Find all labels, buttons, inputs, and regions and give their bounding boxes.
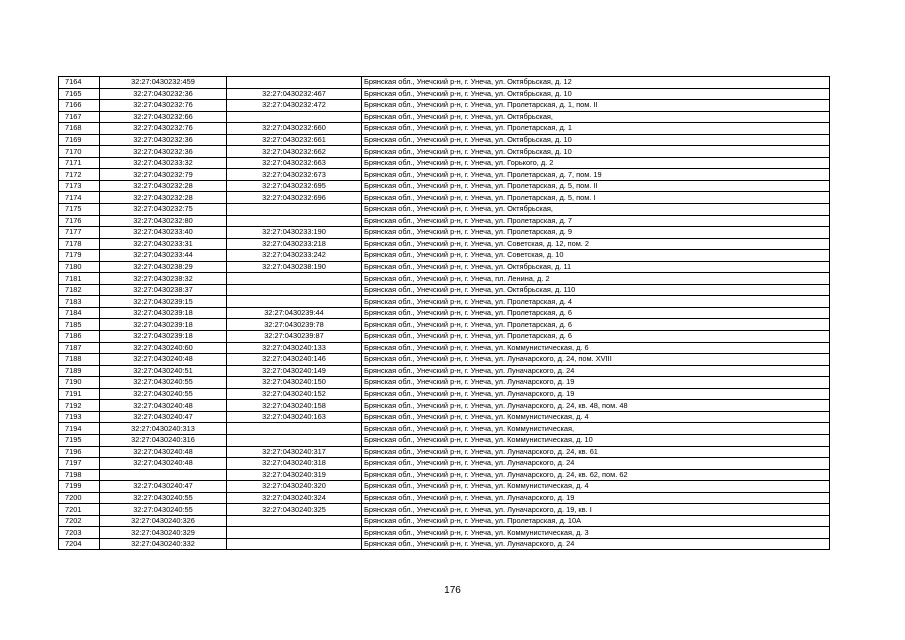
row-number-cell: 7165 (59, 88, 100, 100)
object-number-cell: 32:27:0430240:319 (227, 469, 362, 481)
table-row (59, 411, 830, 423)
address-cell: Брянская обл., Унечский р-н, г. Унеча, ул. Луначарского, д. 24, кв. 62, пом. 62 (362, 469, 830, 481)
object-number-cell: 32:27:0430232:472 (227, 100, 362, 112)
cadastral-number-cell: 32:27:0430240:48 (100, 446, 227, 458)
table-row (59, 88, 830, 100)
table-row (59, 227, 830, 239)
row-number-cell: 7201 (59, 504, 100, 516)
address-cell: Брянская обл., Унечский р-н, г. Унеча, ул. Коммунистическая, д. 4 (362, 411, 830, 423)
cadastral-number-cell: 32:27:0430232:36 (100, 134, 227, 146)
cadastral-number-cell (100, 469, 227, 481)
cadastral-number-cell: 32:27:0430238:29 (100, 261, 227, 273)
cadastral-number-cell: 32:27:0430232:66 (100, 111, 227, 123)
object-number-cell: 32:27:0430233:242 (227, 250, 362, 262)
cadastral-table (58, 76, 830, 550)
table-row (59, 284, 830, 296)
cadastral-number-cell: 32:27:0430232:36 (100, 88, 227, 100)
cadastral-number-cell: 32:27:0430240:316 (100, 434, 227, 446)
table-row (59, 446, 830, 458)
table-row (59, 146, 830, 158)
object-number-cell (227, 527, 362, 539)
table-row (59, 215, 830, 227)
cadastral-number-cell: 32:27:0430233:32 (100, 157, 227, 169)
table-row (59, 434, 830, 446)
object-number-cell: 32:27:0430233:218 (227, 238, 362, 250)
row-number-cell: 7186 (59, 331, 100, 343)
cadastral-number-cell: 32:27:0430240:55 (100, 492, 227, 504)
object-number-cell: 32:27:0430233:190 (227, 227, 362, 239)
address-cell: Брянская обл., Унечский р-н, г. Унеча, ул. Октябрьская, д. 11 (362, 261, 830, 273)
object-number-cell: 32:27:0430240:324 (227, 492, 362, 504)
row-number-cell: 7184 (59, 307, 100, 319)
table-row (59, 77, 830, 89)
address-cell: Брянская обл., Унечский р-н, г. Унеча, ул. Пролетарская, д. 5, пом. I (362, 192, 830, 204)
row-number-cell: 7198 (59, 469, 100, 481)
row-number-cell: 7193 (59, 411, 100, 423)
cadastral-number-cell: 32:27:0430240:313 (100, 423, 227, 435)
object-number-cell: 32:27:0430240:150 (227, 377, 362, 389)
address-cell: Брянская обл., Унечский р-н, г. Унеча, ул. Пролетарская, д. 4 (362, 296, 830, 308)
address-cell: Брянская обл., Унечский р-н, г. Унеча, ул. Луначарского, д. 24, кв. 61 (362, 446, 830, 458)
address-cell: Брянская обл., Унечский р-н, г. Унеча, ул. Луначарского, д. 24 (362, 458, 830, 470)
address-cell: Брянская обл., Унечский р-н, г. Унеча, ул. Пролетарская, д. 6 (362, 331, 830, 343)
table-row (59, 180, 830, 192)
address-cell: Брянская обл., Унечский р-н, г. Унеча, ул. Пролетарская, д. 7, пом. 19 (362, 169, 830, 181)
object-number-cell (227, 204, 362, 216)
row-number-cell: 7172 (59, 169, 100, 181)
row-number-cell: 7170 (59, 146, 100, 158)
row-number-cell: 7202 (59, 515, 100, 527)
cadastral-number-cell: 32:27:0430232:76 (100, 100, 227, 112)
table-row (59, 527, 830, 539)
address-cell: Брянская обл., Унечский р-н, г. Унеча, ул. Пролетарская, д. 9 (362, 227, 830, 239)
table-row (59, 342, 830, 354)
cadastral-number-cell: 32:27:0430240:326 (100, 515, 227, 527)
cadastral-number-cell: 32:27:0430233:31 (100, 238, 227, 250)
object-number-cell: 32:27:0430240:317 (227, 446, 362, 458)
table-row (59, 273, 830, 285)
table-row (59, 123, 830, 135)
table-row (59, 515, 830, 527)
object-number-cell: 32:27:0430239:78 (227, 319, 362, 331)
row-number-cell: 7176 (59, 215, 100, 227)
table-row (59, 423, 830, 435)
address-cell: Брянская обл., Унечский р-н, г. Унеча, ул. Пролетарская, д. 5, пом. II (362, 180, 830, 192)
object-number-cell (227, 434, 362, 446)
address-cell: Брянская обл., Унечский р-н, г. Унеча, ул. Пролетарская, д. 1 (362, 123, 830, 135)
table-row (59, 157, 830, 169)
row-number-cell: 7169 (59, 134, 100, 146)
row-number-cell: 7185 (59, 319, 100, 331)
cadastral-number-cell: 32:27:0430239:18 (100, 307, 227, 319)
table-body (59, 77, 830, 550)
table-row (59, 319, 830, 331)
cadastral-number-cell: 32:27:0430239:15 (100, 296, 227, 308)
object-number-cell: 32:27:0430232:695 (227, 180, 362, 192)
object-number-cell (227, 515, 362, 527)
address-cell: Брянская обл., Унечский р-н, г. Унеча, ул. Коммунистическая, д. 6 (362, 342, 830, 354)
cadastral-number-cell: 32:27:0430233:40 (100, 227, 227, 239)
object-number-cell: 32:27:0430232:661 (227, 134, 362, 146)
row-number-cell: 7187 (59, 342, 100, 354)
page-number: 176 (444, 585, 461, 596)
table-row (59, 261, 830, 273)
object-number-cell: 32:27:0430232:673 (227, 169, 362, 181)
cadastral-number-cell: 32:27:0430240:51 (100, 365, 227, 377)
object-number-cell (227, 111, 362, 123)
table-row (59, 296, 830, 308)
cadastral-number-cell: 32:27:0430240:55 (100, 388, 227, 400)
address-cell: Брянская обл., Унечский р-н, г. Унеча, ул. Луначарского, д. 24, кв. 48, пом. 48 (362, 400, 830, 412)
address-cell: Брянская обл., Унечский р-н, г. Унеча, ул. Октябрьская, д. 10 (362, 146, 830, 158)
object-number-cell (227, 215, 362, 227)
object-number-cell: 32:27:0430239:44 (227, 307, 362, 319)
table-row (59, 111, 830, 123)
row-number-cell: 7195 (59, 434, 100, 446)
row-number-cell: 7171 (59, 157, 100, 169)
object-number-cell: 32:27:0430238:190 (227, 261, 362, 273)
row-number-cell: 7196 (59, 446, 100, 458)
object-number-cell: 32:27:0430232:663 (227, 157, 362, 169)
row-number-cell: 7180 (59, 261, 100, 273)
row-number-cell: 7173 (59, 180, 100, 192)
object-number-cell: 32:27:0430240:133 (227, 342, 362, 354)
row-number-cell: 7204 (59, 538, 100, 550)
address-cell: Брянская обл., Унечский р-н, г. Унеча, ул. Октябрьская, д. 12 (362, 77, 830, 89)
row-number-cell: 7191 (59, 388, 100, 400)
address-cell: Брянская обл., Унечский р-н, г. Унеча, ул. Пролетарская, д. 10А (362, 515, 830, 527)
address-cell: Брянская обл., Унечский р-н, г. Унеча, ул. Пролетарская, д. 1, пом. II (362, 100, 830, 112)
row-number-cell: 7164 (59, 77, 100, 89)
table-row (59, 354, 830, 366)
address-cell: Брянская обл., Унечский р-н, г. Унеча, ул. Луначарского, д. 24 (362, 365, 830, 377)
cadastral-number-cell: 32:27:0430240:60 (100, 342, 227, 354)
row-number-cell: 7203 (59, 527, 100, 539)
row-number-cell: 7174 (59, 192, 100, 204)
cadastral-number-cell: 32:27:0430240:47 (100, 481, 227, 493)
address-cell: Брянская обл., Унечский р-н, г. Унеча, ул. Луначарского, д. 24, пом. XVIII (362, 354, 830, 366)
address-cell: Брянская обл., Унечский р-н, г. Унеча, ул. Пролетарская, д. 7 (362, 215, 830, 227)
address-cell: Брянская обл., Унечский р-н, г. Унеча, ул. Луначарского, д. 24 (362, 538, 830, 550)
table-row (59, 204, 830, 216)
cadastral-number-cell: 32:27:0430240:332 (100, 538, 227, 550)
address-cell: Брянская обл., Унечский р-н, г. Унеча, ул. Луначарского, д. 19, кв. I (362, 504, 830, 516)
table-row (59, 100, 830, 112)
object-number-cell (227, 77, 362, 89)
cadastral-number-cell: 32:27:0430238:32 (100, 273, 227, 285)
row-number-cell: 7175 (59, 204, 100, 216)
object-number-cell (227, 538, 362, 550)
table-row (59, 492, 830, 504)
object-number-cell (227, 423, 362, 435)
address-cell: Брянская обл., Унечский р-н, г. Унеча, ул. Советская, д. 10 (362, 250, 830, 262)
table-row (59, 458, 830, 470)
row-number-cell: 7189 (59, 365, 100, 377)
table-row (59, 504, 830, 516)
cadastral-number-cell: 32:27:0430240:47 (100, 411, 227, 423)
cadastral-number-cell: 32:27:0430239:18 (100, 331, 227, 343)
cadastral-number-cell: 32:27:0430232:76 (100, 123, 227, 135)
row-number-cell: 7168 (59, 123, 100, 135)
cadastral-number-cell: 32:27:0430240:55 (100, 377, 227, 389)
row-number-cell: 7200 (59, 492, 100, 504)
object-number-cell: 32:27:0430240:325 (227, 504, 362, 516)
table-row (59, 388, 830, 400)
address-cell: Брянская обл., Унечский р-н, г. Унеча, ул. Луначарского, д. 19 (362, 492, 830, 504)
row-number-cell: 7177 (59, 227, 100, 239)
address-cell: Брянская обл., Унечский р-н, г. Унеча, ул. Горького, д. 2 (362, 157, 830, 169)
row-number-cell: 7192 (59, 400, 100, 412)
row-number-cell: 7194 (59, 423, 100, 435)
address-cell: Брянская обл., Унечский р-н, г. Унеча, ул. Пролетарская, д. 6 (362, 319, 830, 331)
row-number-cell: 7166 (59, 100, 100, 112)
cadastral-number-cell: 32:27:0430240:48 (100, 458, 227, 470)
object-number-cell: 32:27:0430232:660 (227, 123, 362, 135)
cadastral-number-cell: 32:27:0430232:28 (100, 180, 227, 192)
row-number-cell: 7188 (59, 354, 100, 366)
object-number-cell: 32:27:0430240:163 (227, 411, 362, 423)
object-number-cell: 32:27:0430232:696 (227, 192, 362, 204)
cadastral-number-cell: 32:27:0430232:79 (100, 169, 227, 181)
object-number-cell (227, 296, 362, 308)
address-cell: Брянская обл., Унечский р-н, г. Унеча, ул. Коммунистическая, д. 3 (362, 527, 830, 539)
address-cell: Брянская обл., Унечский р-н, г. Унеча, ул. Луначарского, д. 19 (362, 377, 830, 389)
row-number-cell: 7199 (59, 481, 100, 493)
table-row (59, 192, 830, 204)
table-row (59, 377, 830, 389)
row-number-cell: 7182 (59, 284, 100, 296)
cadastral-number-cell: 32:27:0430240:48 (100, 354, 227, 366)
cadastral-number-cell: 32:27:0430232:80 (100, 215, 227, 227)
cadastral-number-cell: 32:27:0430232:36 (100, 146, 227, 158)
cadastral-number-cell: 32:27:0430232:75 (100, 204, 227, 216)
address-cell: Брянская обл., Унечский р-н, г. Унеча, ул. Октябрьская, д. 10 (362, 88, 830, 100)
table-row (59, 331, 830, 343)
table-row (59, 469, 830, 481)
row-number-cell: 7179 (59, 250, 100, 262)
object-number-cell: 32:27:0430240:320 (227, 481, 362, 493)
table-row (59, 238, 830, 250)
object-number-cell: 32:27:0430240:158 (227, 400, 362, 412)
address-cell: Брянская обл., Унечский р-н, г. Унеча, ул. Коммунистическая, д. 10 (362, 434, 830, 446)
table-row (59, 481, 830, 493)
row-number-cell: 7190 (59, 377, 100, 389)
cadastral-number-cell: 32:27:0430233:44 (100, 250, 227, 262)
address-cell: Брянская обл., Унечский р-н, г. Унеча, ул. Октябрьская, (362, 111, 830, 123)
table-row (59, 169, 830, 181)
table-row (59, 538, 830, 550)
object-number-cell (227, 273, 362, 285)
object-number-cell: 32:27:0430239:87 (227, 331, 362, 343)
address-cell: Брянская обл., Унечский р-н, г. Унеча, ул. Советская, д. 12, пом. 2 (362, 238, 830, 250)
object-number-cell: 32:27:0430232:467 (227, 88, 362, 100)
address-cell: Брянская обл., Унечский р-н, г. Унеча, ул. Коммунистическая, д. 4 (362, 481, 830, 493)
row-number-cell: 7178 (59, 238, 100, 250)
address-cell: Брянская обл., Унечский р-н, г. Унеча, пл. Ленина, д. 2 (362, 273, 830, 285)
row-number-cell: 7167 (59, 111, 100, 123)
cadastral-number-cell: 32:27:0430240:48 (100, 400, 227, 412)
address-cell: Брянская обл., Унечский р-н, г. Унеча, ул. Луначарского, д. 19 (362, 388, 830, 400)
cadastral-number-cell: 32:27:0430240:329 (100, 527, 227, 539)
object-number-cell (227, 284, 362, 296)
table-row (59, 307, 830, 319)
cadastral-number-cell: 32:27:0430240:55 (100, 504, 227, 516)
address-cell: Брянская обл., Унечский р-н, г. Унеча, ул. Октябрьская, (362, 204, 830, 216)
row-number-cell: 7197 (59, 458, 100, 470)
object-number-cell: 32:27:0430240:318 (227, 458, 362, 470)
row-number-cell: 7183 (59, 296, 100, 308)
table-row (59, 134, 830, 146)
address-cell: Брянская обл., Унечский р-н, г. Унеча, ул. Коммунистическая, (362, 423, 830, 435)
address-cell: Брянская обл., Унечский р-н, г. Унеча, ул. Пролетарская, д. 6 (362, 307, 830, 319)
address-cell: Брянская обл., Унечский р-н, г. Унеча, ул. Октябрьская, д. 110 (362, 284, 830, 296)
row-number-cell: 7181 (59, 273, 100, 285)
address-cell: Брянская обл., Унечский р-н, г. Унеча, ул. Октябрьская, д. 10 (362, 134, 830, 146)
cadastral-number-cell: 32:27:0430239:18 (100, 319, 227, 331)
object-number-cell: 32:27:0430240:146 (227, 354, 362, 366)
cadastral-number-cell: 32:27:0430232:28 (100, 192, 227, 204)
table-row (59, 365, 830, 377)
cadastral-number-cell: 32:27:0430232:459 (100, 77, 227, 89)
cadastral-number-cell: 32:27:0430238:37 (100, 284, 227, 296)
object-number-cell: 32:27:0430240:152 (227, 388, 362, 400)
object-number-cell: 32:27:0430240:149 (227, 365, 362, 377)
table-row (59, 400, 830, 412)
object-number-cell: 32:27:0430232:662 (227, 146, 362, 158)
table-row (59, 250, 830, 262)
